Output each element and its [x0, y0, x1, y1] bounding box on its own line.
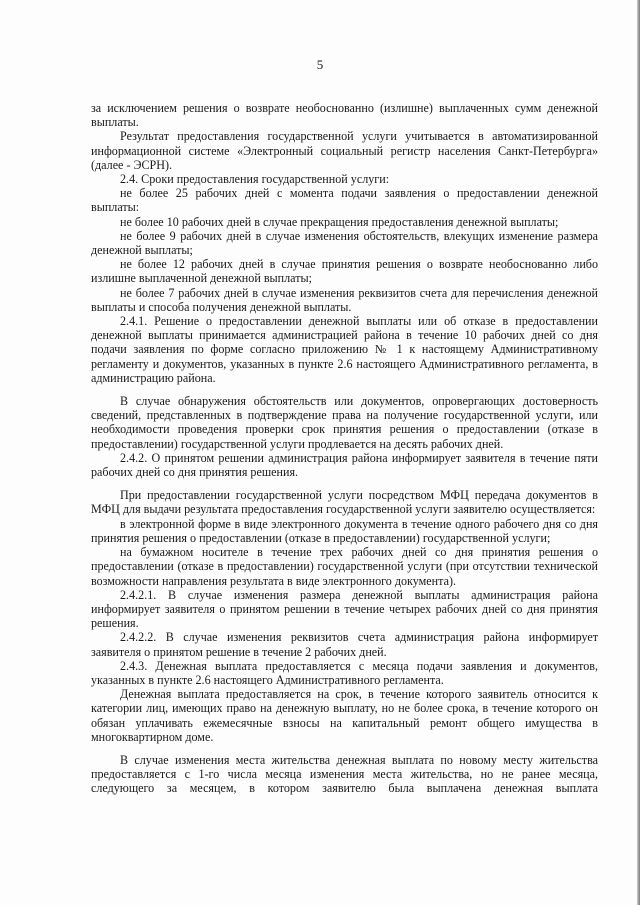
- paragraph-2-4-2: 2.4.2. О принятом решении администрация района информирует заявителя в течение пяти рабочих дней со дня принятия решения.: [91, 450, 598, 480]
- paragraph-extension: В случае обнаружения обстоятельств или документов, опровергающих достоверность сведений, представленных в подтверждение права на получение государственной услуги, или необходимости проведения проверки срок принятия решения о предоставлении (отказе в предоставлении) государственной услуги продлевается на десять рабочих дней.: [91, 394, 598, 451]
- paragraph-2-4-2-1: 2.4.2.1. В случае изменения размера денежной выплаты администрация района информирует заявителя о принятом решении в течение четырех рабочих дней со дня принятия решения.: [91, 587, 598, 631]
- paragraph-term-25-days: не более 25 рабочих дней с момента подачи заявления о предоставлении денежной выплаты:: [91, 186, 598, 215]
- paragraph-2-4-heading: 2.4. Сроки предоставления государственной услуги:: [120, 172, 390, 187]
- paragraph-term-10-days: не более 10 рабочих дней в случае прекращения предоставления денежной выплаты;: [120, 214, 559, 229]
- paragraph-2-4-2-2: 2.4.2.2. В случае изменения реквизитов счета администрация района информирует заявителя о принятом решение в течение 2 рабочих дней.: [91, 630, 598, 659]
- paragraph-term-12-days: не более 12 рабочих дней в случае принятия решения о возврате необоснованно либо излишне выплаченной денежной выплаты;: [91, 257, 598, 286]
- paragraph-term-7-days: не более 7 рабочих дней в случае изменения реквизитов счета для перечисления денежной выплаты и способа получения денежной выплаты.: [91, 285, 598, 314]
- document-body: [91, 101, 598, 796]
- page-number: 5: [316, 57, 324, 72]
- paragraph-paper-form: на бумажном носителе в течение трех рабочих дней со дня принятия решения о предоставлении (отказе в предоставлении) государственной услуги (при отсутствии технической возможности направления результата в виде электронного документа).: [91, 545, 598, 588]
- paragraph-exclusion: за исключением решения о возврате необоснованно (излишне) выплаченных сумм денежной выплаты.: [91, 101, 598, 130]
- paragraph-result-recording: Результат предоставления государственной услуги учитывается в автоматизированной информационной системе «Электронный социальный регистр населения Санкт-Петербурга» (далее - ЭСРН).: [91, 129, 598, 172]
- paragraph-term-9-days: не более 9 рабочих дней в случае изменения обстоятельств, влекущих изменение размера денежной выплаты;: [91, 228, 598, 258]
- paragraph-2-4-3: 2.4.3. Денежная выплата предоставляется с месяца подачи заявления и документов, указанных в пункте 2.6 настоящего Административного регламента.: [91, 658, 598, 687]
- paragraph-electronic-form: в электронной форме в виде электронного документа в течение одного рабочего дня со дня принятия решения о предоставлении (отказе в предоставлении) государственной услуги;: [91, 516, 598, 545]
- paragraph-2-4-1: 2.4.1. Решение о предоставлении денежной выплаты или об отказе в предоставлении денежной выплаты принимается администрацией района в течение 10 рабочих дней со дня подачи заявления по форме согласно приложению № 1 к настоящему Административному регламенту и документов, указанных в пункте 2.6 настоящего Административного регламента, в администрацию района.: [91, 314, 598, 385]
- paragraph-residence-change: В случае изменения места жительства денежная выплата по новому месту жительства предоставляется с 1-го числа месяца изменения места жительства, но не ранее месяца, следующего за месяцем, в котором заявителю была выплачена денежная выплата: [91, 752, 598, 796]
- paragraph-payment-term: Денежная выплата предоставляется на срок, в течение которого заявитель относится к категории лиц, имеющих право на денежную выплату, но не более срока, в течение которого он обязан уплачивать ежемесячные взносы на капитальный ремонт общего имущества в многоквартирном доме.: [91, 687, 598, 744]
- paragraph-mfc-transfer: При предоставлении государственной услуги посредством МФЦ передача документов в МФЦ для выдачи результата предоставления государственной услуги заявителю осуществляется:: [91, 488, 598, 517]
